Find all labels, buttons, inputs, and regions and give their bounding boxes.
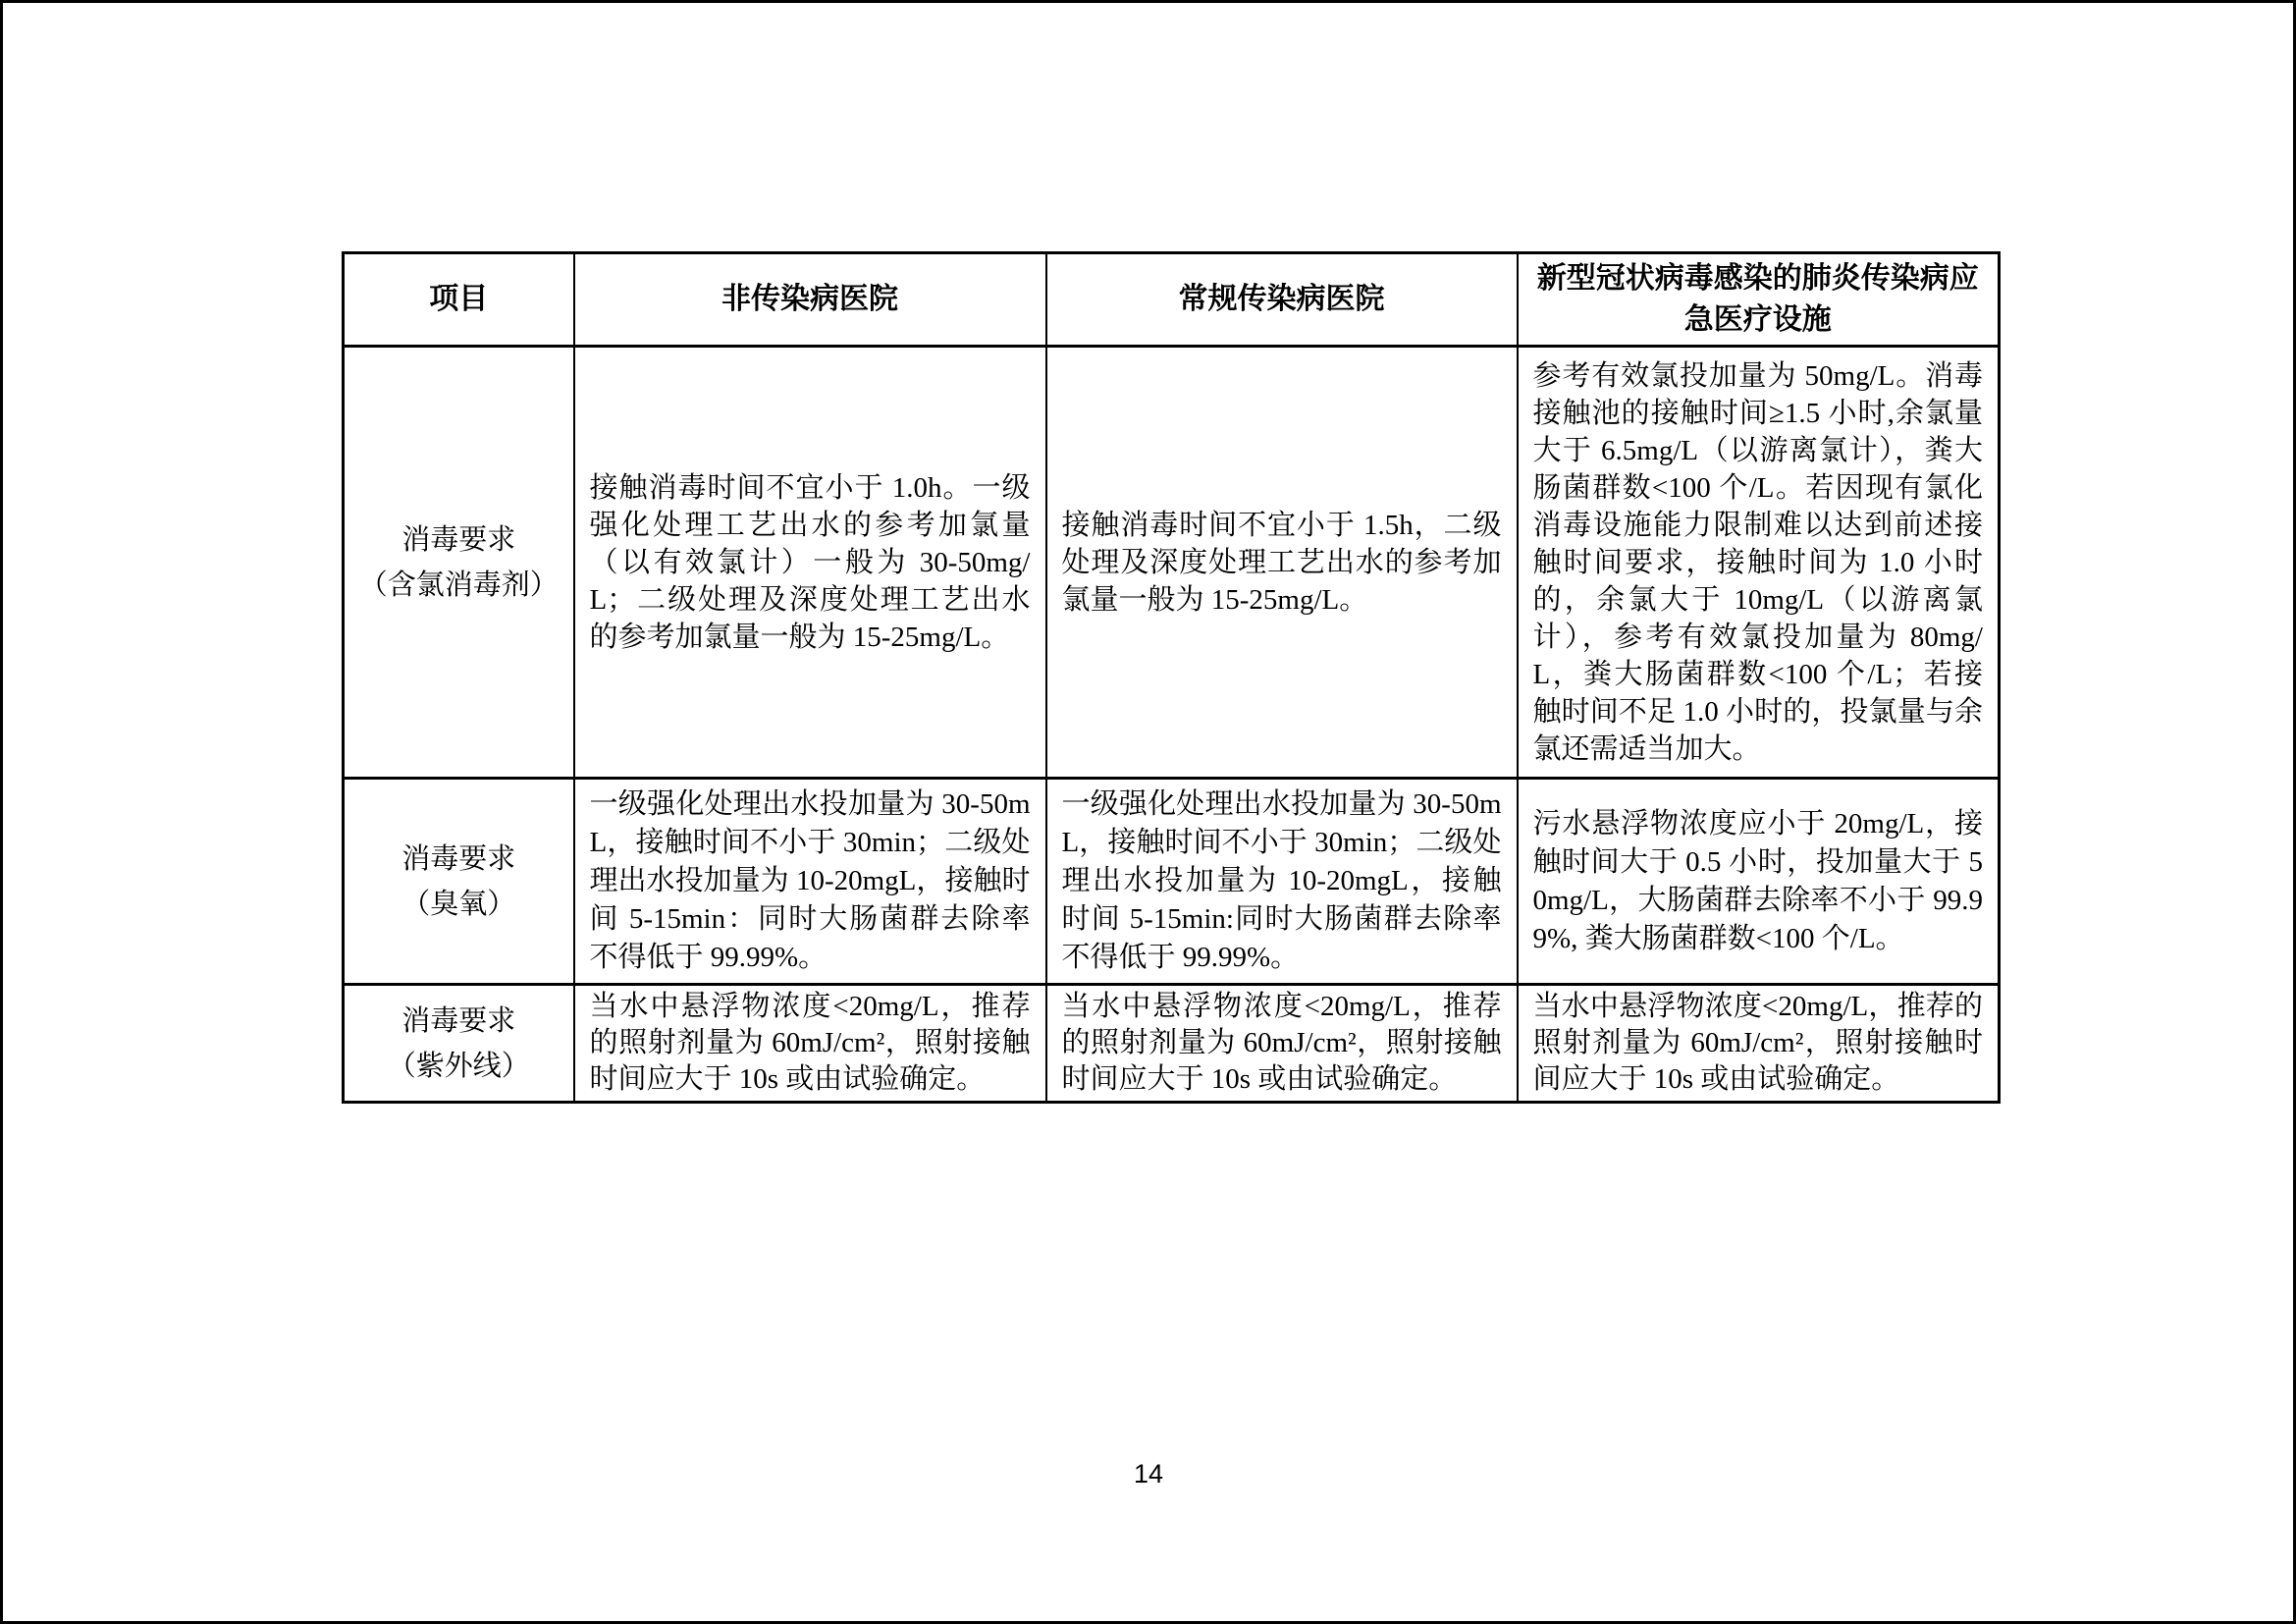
column-header-item: 项目 [344,253,574,347]
row-label-line2: （含氯消毒剂） [358,568,559,601]
table-row-ozone [344,779,2000,985]
column-header-regular-infectious-hospital: 常规传染病医院 [1046,253,1518,347]
cell-chlorine-regular-infectious: 接触消毒时间不宜小于 1.5h，二级处理及深度处理工艺出水的参考加氯量一般为 15-25mg/L。 [1046,347,1518,779]
table-header-row [344,253,2000,347]
row-label-ozone [344,779,574,985]
row-label-line2: （紫外线） [387,1050,530,1082]
page-number: 14 [1133,1459,1164,1489]
cell-ozone-covid-facility: 污水悬浮物浓度应小于 20mg/L，接触时间大于 0.5 小时，投加量大于 50mg/L，大肠菌群去除率不小于 99.99%, 粪大肠菌群数<100 个/L。 [1518,779,2000,985]
cell-ozone-non-infectious: 一级强化处理出水投加量为 30-50mL，接触时间不小于 30min；二级处理出水投加量为 10-20mgL，接触时间 5-15min：同时大肠菌群去除率不得低于 99.99%。 [574,779,1046,985]
row-label-chlorine-disinfectant [344,347,574,779]
cell-ozone-regular-infectious: 一级强化处理出水投加量为 30-50mL，接触时间不小于 30min；二级处理出水投加量为 10-20mgL，接触时间 5-15min:同时大肠菌群去除率不得低于 99.99%。 [1046,779,1518,985]
cell-uv-covid-facility: 当水中悬浮物浓度<20mg/L，推荐的照射剂量为 60mJ/cm²，照射接触时间应大于 10s 或由试验确定。 [1518,985,2000,1103]
row-label-line1: 消毒要求 [401,1004,516,1037]
table-row-ultraviolet [344,985,2000,1103]
row-label-ultraviolet [344,985,574,1103]
table-row-chlorine-disinfectant [344,347,2000,779]
cell-chlorine-non-infectious: 接触消毒时间不宜小于 1.0h。一级强化处理工艺出水的参考加氯量（以有效氯计）一般为 30-50mg/L；二级处理及深度处理工艺出水的参考加氯量一般为 15-25mg/L。 [574,347,1046,779]
cell-uv-regular-infectious: 当水中悬浮物浓度<20mg/L，推荐的照射剂量为 60mJ/cm²，照射接触时间应大于 10s 或由试验确定。 [1046,985,1518,1103]
column-header-covid-emergency-facility: 新型冠状病毒感染的肺炎传染病应急医疗设施 [1518,253,2000,347]
row-label-line2: （臭氧） [401,888,516,920]
cell-uv-non-infectious: 当水中悬浮物浓度<20mg/L，推荐的照射剂量为 60mJ/cm²，照射接触时间应大于 10s 或由试验确定。 [574,985,1046,1103]
row-label-line1: 消毒要求 [401,523,516,556]
disinfection-requirements-table [342,251,2001,1104]
row-label-line1: 消毒要求 [401,842,516,875]
column-header-non-infectious-hospital: 非传染病医院 [574,253,1046,347]
cell-chlorine-covid-facility: 参考有效氯投加量为 50mg/L。消毒接触池的接触时间≥1.5 小时,余氯量大于 6.5mg/L（以游离氯计），粪大肠菌群数<100 个/L。若因现有氯化消毒设施能力限制难以达到前述接触时间要求，接触时间为 1.0 小时的，余氯大于 10mg/L（以游离氯计），参考有效氯投加量为 80mg/L，粪大肠菌群数<100 个/L；若接触时间不足 1.0 小时的，投氯量与余氯还需适当加大。 [1518,347,2000,779]
